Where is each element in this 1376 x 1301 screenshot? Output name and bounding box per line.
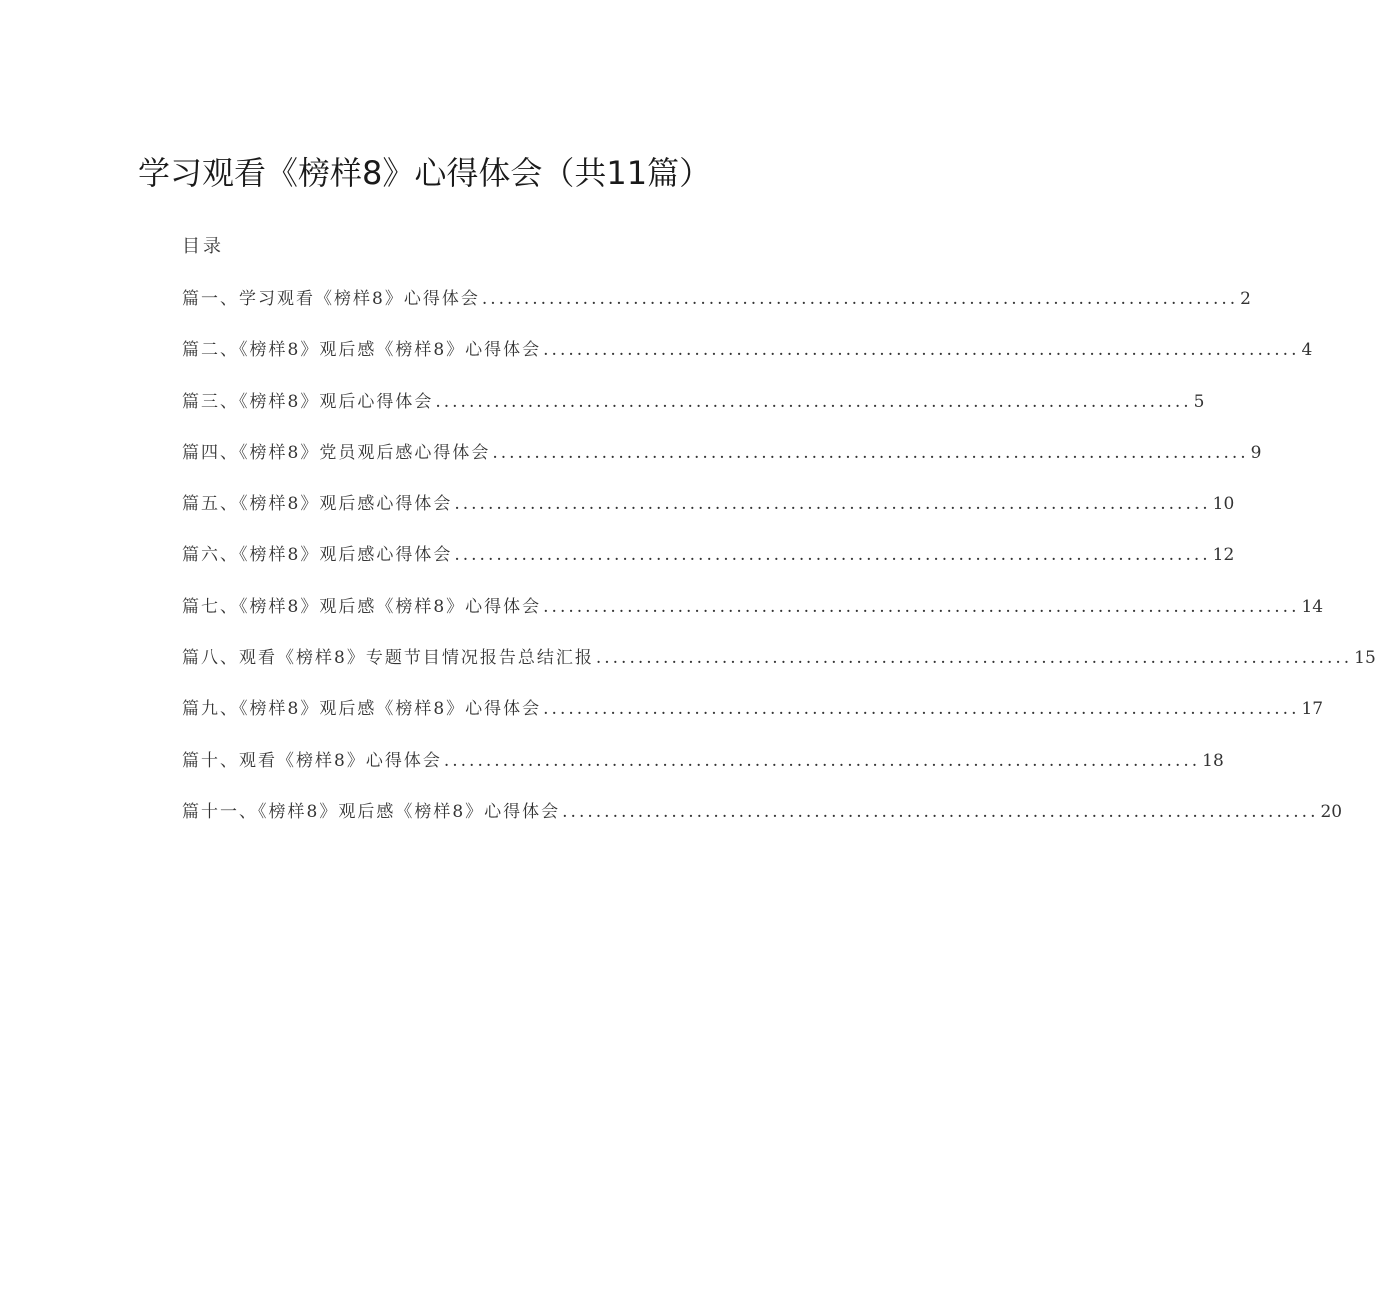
toc-leader-dots: .......................................................................................... xyxy=(454,545,1211,566)
toc-entry-page: 4 xyxy=(1301,340,1313,361)
toc-entry-4[interactable] xyxy=(182,438,1262,489)
toc-entry-page: 2 xyxy=(1240,289,1251,309)
toc-entry-page: 9 xyxy=(1250,442,1262,463)
toc-entry-8[interactable] xyxy=(182,643,1376,694)
toc-entry-page: 14 xyxy=(1301,596,1324,617)
toc-leader-dots: .......................................................................................... xyxy=(435,391,1192,412)
toc-entry-label: 篇四、《榜样8》党员观后感心得体会 xyxy=(182,442,491,463)
toc-entry-label: 篇八、观看《榜样8》专题节目情况报告总结汇报 xyxy=(182,648,594,669)
toc-leader-dots: .......................................................................................... xyxy=(543,596,1300,617)
toc-entry-label: 篇六、《榜样8》观后感心得体会 xyxy=(182,545,453,566)
toc-heading: 目录 xyxy=(182,236,224,257)
toc-entry-page: 17 xyxy=(1301,699,1324,720)
toc-entry-label: 篇七、《榜样8》观后感《榜样8》心得体会 xyxy=(182,596,542,617)
table-of-contents xyxy=(182,284,1376,848)
toc-entry-label: 篇二、《榜样8》观后感《榜样8》心得体会 xyxy=(182,340,542,361)
toc-leader-dots: .......................................................................................... xyxy=(492,442,1249,463)
toc-entry-label: 篇九、《榜样8》观后感《榜样8》心得体会 xyxy=(182,699,542,720)
toc-entry-page: 10 xyxy=(1212,494,1235,515)
toc-entry-10[interactable] xyxy=(182,746,1224,797)
toc-entry-5[interactable] xyxy=(182,489,1235,540)
toc-entry-page: 15 xyxy=(1354,648,1376,669)
toc-entry-page: 18 xyxy=(1202,750,1224,771)
toc-entry-6[interactable] xyxy=(182,540,1235,591)
toc-entry-page: 5 xyxy=(1193,391,1205,412)
toc-entry-7[interactable] xyxy=(182,592,1324,643)
toc-entry-page: 12 xyxy=(1212,545,1235,566)
toc-entry-label: 篇三、《榜样8》观后心得体会 xyxy=(182,391,434,412)
toc-leader-dots: .......................................................................................... xyxy=(595,648,1353,669)
document-title: 学习观看《榜样8》心得体会（共11篇） xyxy=(138,154,712,192)
toc-leader-dots: .......................................................................................... xyxy=(454,494,1211,515)
toc-leader-dots: .......................................................................................... xyxy=(543,340,1300,361)
toc-entry-9[interactable] xyxy=(182,694,1324,745)
toc-entry-label: 篇五、《榜样8》观后感心得体会 xyxy=(182,494,453,515)
toc-leader-dots: .......................................................................................... xyxy=(543,699,1300,720)
toc-entry-page: 20 xyxy=(1320,801,1343,822)
toc-leader-dots: .......................................................................................... xyxy=(443,750,1201,771)
toc-entry-label: 篇十、观看《榜样8》心得体会 xyxy=(182,750,442,771)
toc-entry-3[interactable] xyxy=(182,387,1205,438)
toc-leader-dots: .......................................................................................... xyxy=(481,289,1239,309)
toc-entry-2[interactable] xyxy=(182,335,1313,386)
toc-entry-1[interactable] xyxy=(182,284,1251,335)
toc-leader-dots: .......................................................................................... xyxy=(562,801,1319,822)
toc-entry-label: 篇十一、《榜样8》观后感《榜样8》心得体会 xyxy=(182,801,561,822)
toc-entry-label: 篇一、学习观看《榜样8》心得体会 xyxy=(182,289,480,309)
toc-entry-11[interactable] xyxy=(182,797,1343,848)
